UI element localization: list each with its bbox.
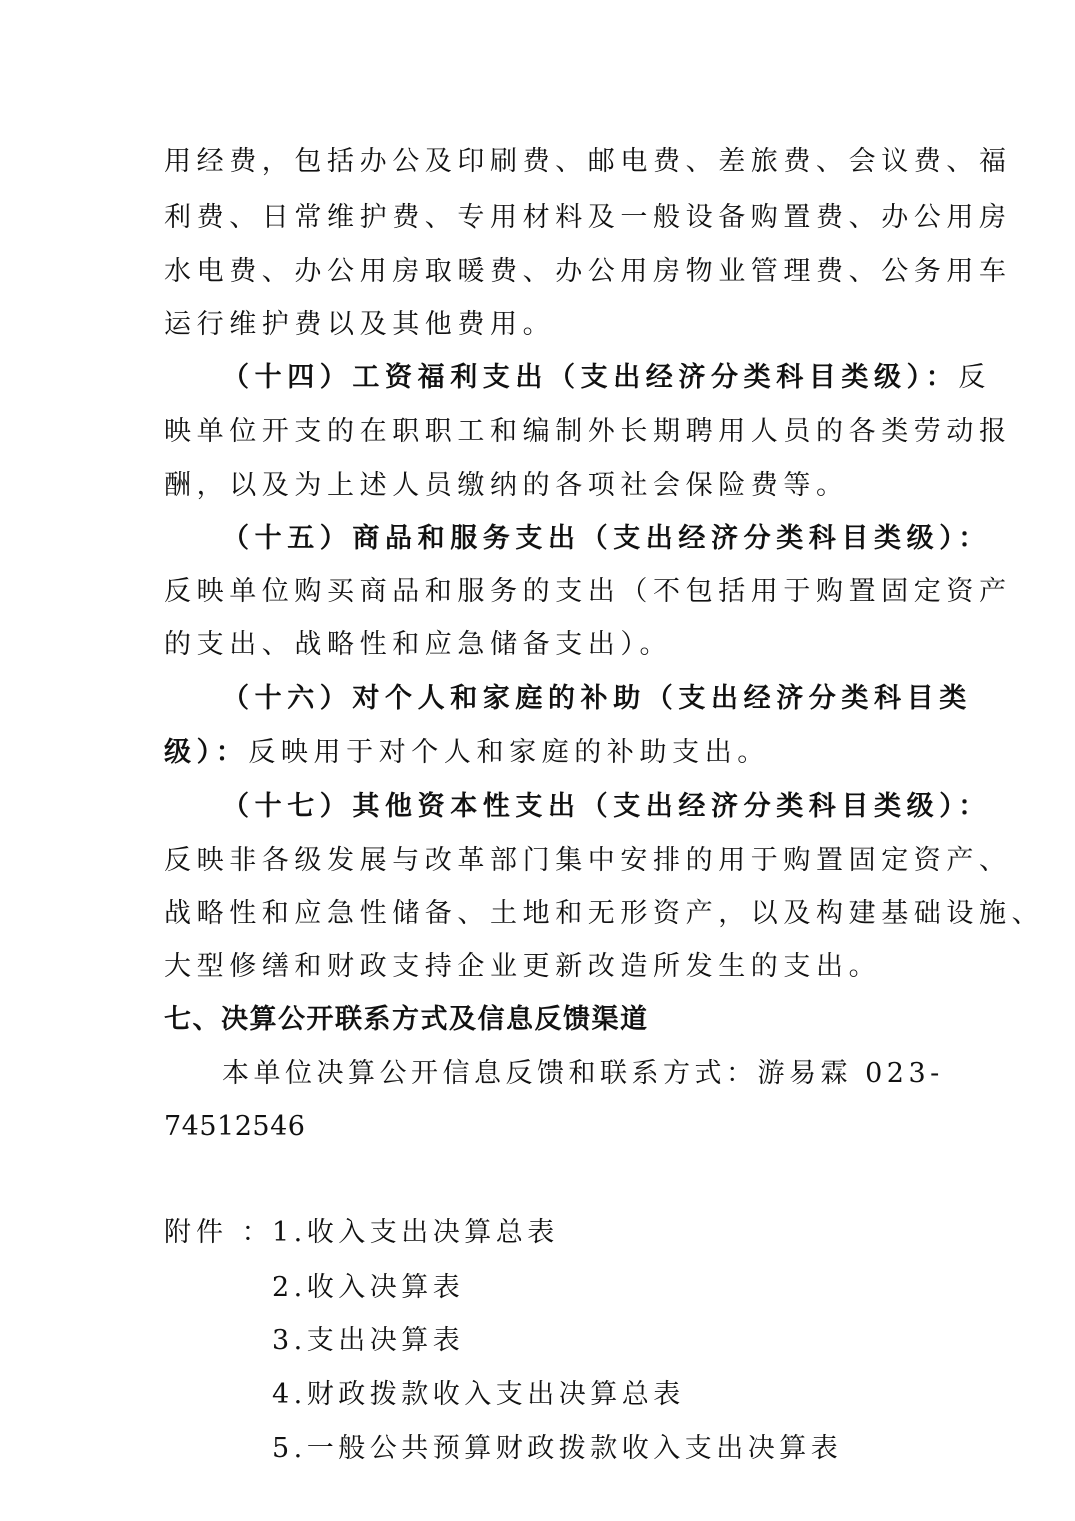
item-16-second-line [164,733,770,773]
item-16-heading: （十六）对个人和家庭的补助（支出经济分类科目类 [222,683,972,714]
body-text-line: 大型修缮和财政支持企业更新改造所发生的支出。 [164,951,882,982]
body-text-line: 利费、日常维护费、专用材料及一般设备购置费、办公用房 [164,202,1012,233]
body-text-line: 用经费，包括办公及印刷费、邮电费、差旅费、会议费、福 [164,146,1012,177]
attachment-item: 4.财政拨款收入支出决算总表 [272,1379,685,1410]
item-14-text-start: 反 [958,362,991,393]
item-16-text: 反映用于对个人和家庭的补助支出。 [248,737,770,768]
body-text-line: 运行维护费以及其他费用。 [164,309,556,340]
item-15-heading: （十五）商品和服务支出（支出经济分类科目类级）： [222,523,991,554]
attachment-item: 1.收入支出决算总表 [272,1217,559,1248]
item-14-heading: （十四）工资福利支出（支出经济分类科目类级）： [222,362,959,393]
attachment-item: 5.一般公共预算财政拨款收入支出决算表 [272,1433,843,1464]
attachment-item: 2.收入决算表 [272,1272,465,1303]
body-text-line: 水电费、办公用房取暖费、办公用房物业管理费、公务用车 [164,256,1012,287]
attachments-label: 附件 ： [164,1217,274,1248]
attachment-item: 3.支出决算表 [272,1325,465,1356]
body-text-line: 映单位开支的在职职工和编制外长期聘用人员的各类劳动报 [164,416,1012,447]
contact-phone: 74512546 [164,1111,306,1142]
item-17-heading: （十七）其他资本性支出（支出经济分类科目类级）： [222,791,991,822]
item-16-heading-end: 级）： [164,737,249,768]
contact-line: 本单位决算公开信息反馈和联系方式：游易霖 023- [222,1058,944,1089]
body-text-line: 反映单位购买商品和服务的支出（不包括用于购置固定资产 [164,576,1012,607]
body-text-line: 战略性和应急性储备、土地和无形资产，以及构建基础设施、 [164,898,1045,929]
item-14-first-line [222,358,991,398]
section-7-title: 七、决算公开联系方式及信息反馈渠道 [164,1004,649,1035]
body-text-line: 反映非各级发展与改革部门集中安排的用于购置固定资产、 [164,845,1012,876]
body-text-line: 酬，以及为上述人员缴纳的各项社会保险费等。 [164,470,849,501]
body-text-line: 的支出、战略性和应急储备支出）。 [164,629,673,660]
